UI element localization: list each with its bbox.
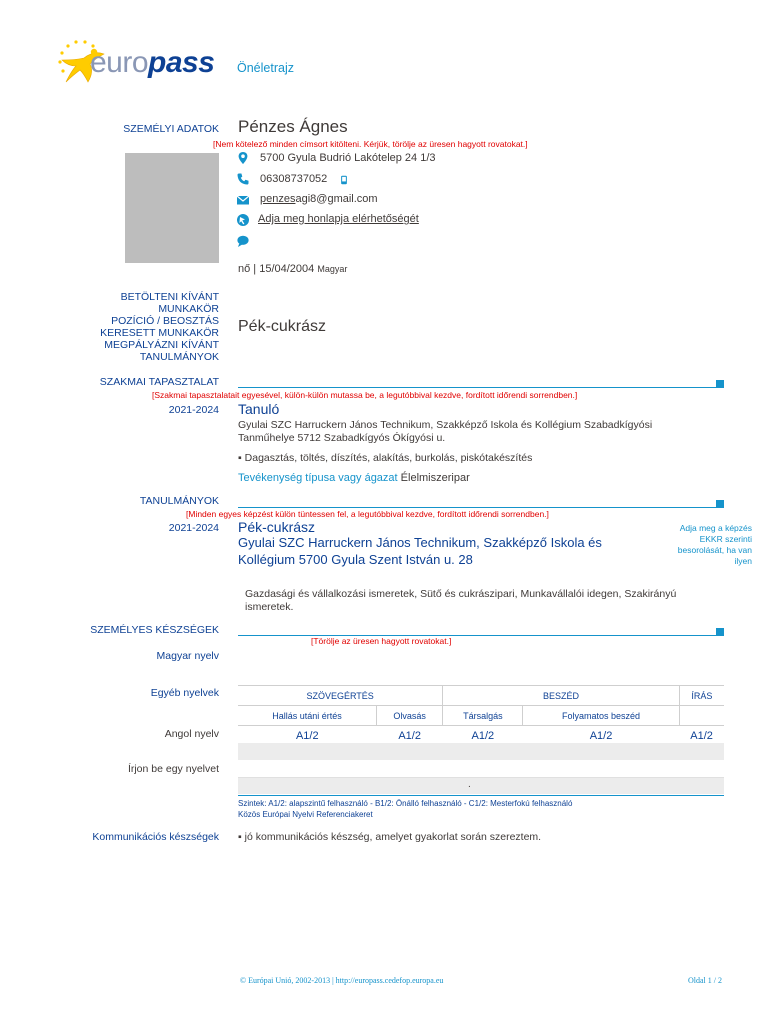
europass-logo — [54, 38, 224, 88]
sub-reading: Olvasás — [377, 706, 443, 726]
sector-value: Élelmiszeripar — [400, 472, 470, 484]
website-value[interactable]: Adja meg honlapja elérhetőségét — [258, 213, 419, 225]
education-marker — [716, 500, 724, 508]
email-icon — [236, 193, 250, 207]
education-school-line-1: Gyulai SZC Harruckern János Technikum, Szakképző Iskola és — [238, 535, 602, 550]
cefr-note-line: Közös Európai Nyelvi Referenciakeret — [238, 810, 373, 819]
experience-bullet: ▪ Dagasztás, töltés, díszítés, alakítás, burkolás, piskótakészítés — [238, 452, 533, 464]
ekkr-note-line-3: besorolását, ha van — [677, 545, 752, 555]
ekkr-note-line-1: Adja meg a képzés — [679, 523, 752, 533]
skills-label: SZEMÉLYES KÉSZSÉGEK — [90, 624, 219, 636]
language-table — [238, 685, 724, 745]
email-rest-part[interactable]: agi8@gmail.com — [295, 193, 378, 205]
phone-value: 06308737052 — [260, 173, 328, 185]
skills-marker — [716, 628, 724, 636]
messaging-icon — [236, 234, 250, 248]
communication-label: Kommunikációs készségek — [92, 831, 219, 843]
sector-label: Tevékenység típusa vagy ágazat — [238, 472, 398, 484]
address-value: 5700 Gyula Budrió Lakótelep 24 1/3 — [260, 152, 436, 164]
full-name: Pénzes Ágnes — [238, 117, 348, 136]
ekkr-note-line-2: EKKR szerinti — [699, 534, 752, 544]
document-title: Önéletrajz — [237, 61, 294, 75]
lang1-level-interaction: A1/2 — [443, 726, 523, 746]
mother-tongue-label: Magyar nyelv — [156, 650, 219, 662]
target-label-2: MUNKAKÖR — [158, 303, 219, 315]
gender-dob — [238, 263, 347, 275]
education-subjects-line-2: ismeretek. — [245, 601, 294, 613]
photo-placeholder — [125, 153, 219, 263]
education-warning: [Minden egyes képzést külön tüntessen fel, a legutóbbival kezdve, fordított időrendi sorrendben.] — [186, 509, 549, 519]
lang1-level-reading: A1/2 — [377, 726, 443, 746]
ekkr-note — [678, 523, 752, 567]
target-value: Pék-cukrász — [238, 318, 327, 335]
personal-warning: [Nem kötelező minden címsort kitölteni. Kérjük, törölje az üresen hagyott rovatokat.] — [213, 139, 528, 149]
col-understanding: SZÖVEGÉRTÉS — [238, 686, 443, 706]
logo-text-pass: pass — [148, 46, 215, 79]
skills-warning: [Törölje az üresen hagyott rovatokat.] — [311, 636, 452, 646]
education-subjects-line-1: Gazdasági és vállalkozási ismeretek, Sütő és cukrászipari, Munkavállalói idegen, Szakirányú — [245, 588, 677, 600]
experience-sector — [238, 472, 470, 484]
email-value[interactable] — [260, 193, 378, 205]
lang2-name: Írjon be egy nyelvet — [127, 763, 219, 775]
personal-data-label: SZEMÉLYI ADATOK — [123, 123, 219, 135]
col-writing: ÍRÁS — [679, 686, 724, 706]
lang2-dot: . — [468, 779, 471, 790]
experience-employer-line-2: Tanműhelye 5712 Szabadkígyós Ókígyósi u. — [238, 432, 446, 444]
experience-employer-line-1: Gyulai SZC Harruckern János Technikum, Szakképző Iskola és Kollégium Szabadkígyósi — [238, 419, 653, 431]
target-label-1: BETÖLTENI KÍVÁNT — [120, 291, 219, 303]
target-label-4: KERESETT MUNKAKÖR — [100, 327, 219, 339]
logo-text-euro: euro — [90, 46, 149, 79]
experience-dates: 2021-2024 — [168, 404, 219, 416]
lang1-level-production: A1/2 — [523, 726, 679, 746]
experience-warning: [Szakmai tapasztalatait egyesével, külön-külön mutassa be, a legutóbbival kezdve, fordított időrendi sorrendben.] — [152, 390, 578, 400]
lang1-name: Angol nyelv — [164, 728, 219, 740]
gender-dob-value: nő | 15/04/2004 — [238, 263, 315, 275]
education-label: TANULMÁNYOK — [139, 495, 219, 507]
sub-production: Folyamatos beszéd — [523, 706, 679, 726]
footer-page: Oldal 1 / 2 — [688, 976, 722, 985]
experience-title: Tanuló — [238, 401, 280, 417]
lang1-level-writing: A1/2 — [679, 726, 724, 746]
target-label-5: MEGPÁLYÁZNI KÍVÁNT — [104, 339, 219, 351]
ekkr-note-line-4: ilyen — [734, 556, 752, 566]
levels-note — [238, 795, 724, 820]
experience-divider — [238, 387, 719, 388]
lang2-certificate-row — [238, 778, 724, 794]
footer-copyright: © Európai Unió, 2002-2013 | http://europass.cedefop.europa.eu — [240, 976, 444, 985]
education-divider — [238, 507, 719, 508]
lang1-certificate-row — [238, 743, 724, 760]
website-icon — [236, 213, 250, 227]
lang1-level-listening: A1/2 — [238, 726, 377, 746]
communication-value: ▪ jó kommunikációs készség, amelyet gyakorlat során szereztem. — [238, 831, 542, 843]
sub-interaction: Társalgás — [443, 706, 523, 726]
target-label-6: TANULMÁNYOK — [139, 351, 219, 363]
location-pin-icon — [236, 151, 250, 165]
experience-marker — [716, 380, 724, 388]
sub-listening: Hallás utáni értés — [238, 706, 377, 726]
col-speaking: BESZÉD — [443, 686, 679, 706]
sub-writing-empty — [679, 706, 724, 726]
experience-bullet-text: Dagasztás, töltés, díszítés, alakítás, burkolás, piskótakészítés — [244, 452, 533, 464]
email-underlined-part[interactable]: penzes — [260, 193, 296, 205]
other-languages-label: Egyéb nyelvek — [150, 687, 219, 699]
education-dates: 2021-2024 — [168, 522, 219, 534]
phone-icon — [236, 172, 250, 186]
education-title: Pék-cukrász — [238, 519, 316, 535]
nationality-value: Magyar — [317, 264, 348, 274]
lang2-levels-row — [238, 760, 724, 778]
communication-text: jó kommunikációs készség, amelyet gyakorlat során szereztem. — [244, 831, 542, 843]
levels-note-line: Szintek: A1/2: alapszintű felhasználó - B1/2: Önálló felhasználó - C1/2: Mesterfokú felhasználó — [238, 799, 573, 808]
education-school-line-2: Kollégium 5700 Gyula Szent István u. 28 — [238, 552, 473, 567]
experience-label: SZAKMAI TAPASZTALAT — [99, 376, 219, 388]
mobile-icon — [339, 173, 349, 187]
target-label-3: POZÍCIÓ / BEOSZTÁS — [111, 315, 219, 327]
